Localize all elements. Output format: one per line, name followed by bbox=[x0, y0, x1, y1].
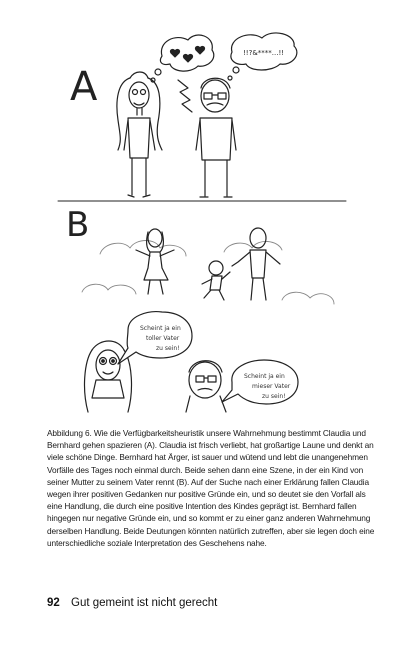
page-number: 92 bbox=[47, 597, 60, 609]
child-figure bbox=[202, 261, 230, 300]
claudia-bubble-line-3: zu sein! bbox=[156, 345, 180, 352]
claudia-figure-b bbox=[85, 341, 132, 412]
bernhard-bubble-line-1: Scheint ja ein bbox=[244, 373, 285, 380]
claudia-figure-a bbox=[117, 72, 162, 197]
figure-caption bbox=[47, 427, 379, 549]
claudia-bubble-line-1: Scheint ja ein bbox=[140, 325, 181, 332]
book-title: Gut gemeint ist nicht gerecht bbox=[71, 597, 218, 609]
panel-b-label: B bbox=[66, 205, 90, 245]
bernhard-figure-a bbox=[178, 78, 236, 197]
bernhard-bubble-line-2: mieser Vater bbox=[252, 383, 291, 390]
angry-bubble-text: !!?&****...!! bbox=[243, 49, 285, 57]
father-figure bbox=[232, 228, 280, 300]
cloud-background bbox=[82, 241, 334, 305]
page-footer bbox=[47, 597, 217, 609]
mother-figure bbox=[136, 229, 174, 294]
heart-thought-bubble bbox=[151, 35, 214, 82]
bernhard-bubble-line-3: zu sein! bbox=[262, 393, 286, 400]
bernhard-figure-b bbox=[186, 361, 226, 412]
bernhard-speech-bubble bbox=[222, 360, 298, 404]
angry-thought-bubble bbox=[228, 33, 297, 80]
panel-a-label: A bbox=[70, 64, 98, 110]
claudia-speech-bubble bbox=[118, 312, 192, 364]
claudia-bubble-line-2: toller Vater bbox=[146, 335, 180, 342]
caption-text: Abbildung 6. Wie die Verfügbarkeitsheuristik unsere Wahrnehmung bestimmt Claudia und Bernhard gehen spazieren (A). Claudia ist frisch verliebt, hat großartige Laune und denkt an viele schöne Dinge. Bernhard hat Ärger, ist sauer und wütend und lebt die unangenehmen Vorfälle des Tages noch einmal durch. Beide sehen dann eine Szene, in der ein Kind von seiner Mutter zu seinem Vater rennt (B). Auf der Suche nach einer Erklärung fallen Claudia wegen ihrer positiven Gedanken nur positive Gründe ein, und so deutet sie den Vorfall als eine Handlung, die durch eine positive Intention des Kindes geprägt ist. Bernhard fallen hingegen nur negative Gründe ein, und so kommt er zu einer ganz anderen Wahrnehmung derselben Handlung. Beide Deutungen könnten natürlich zutreffen, aber sie legen doch eine unterschiedliche soziale Interpretation des Geschehens nahe. bbox=[47, 428, 375, 548]
